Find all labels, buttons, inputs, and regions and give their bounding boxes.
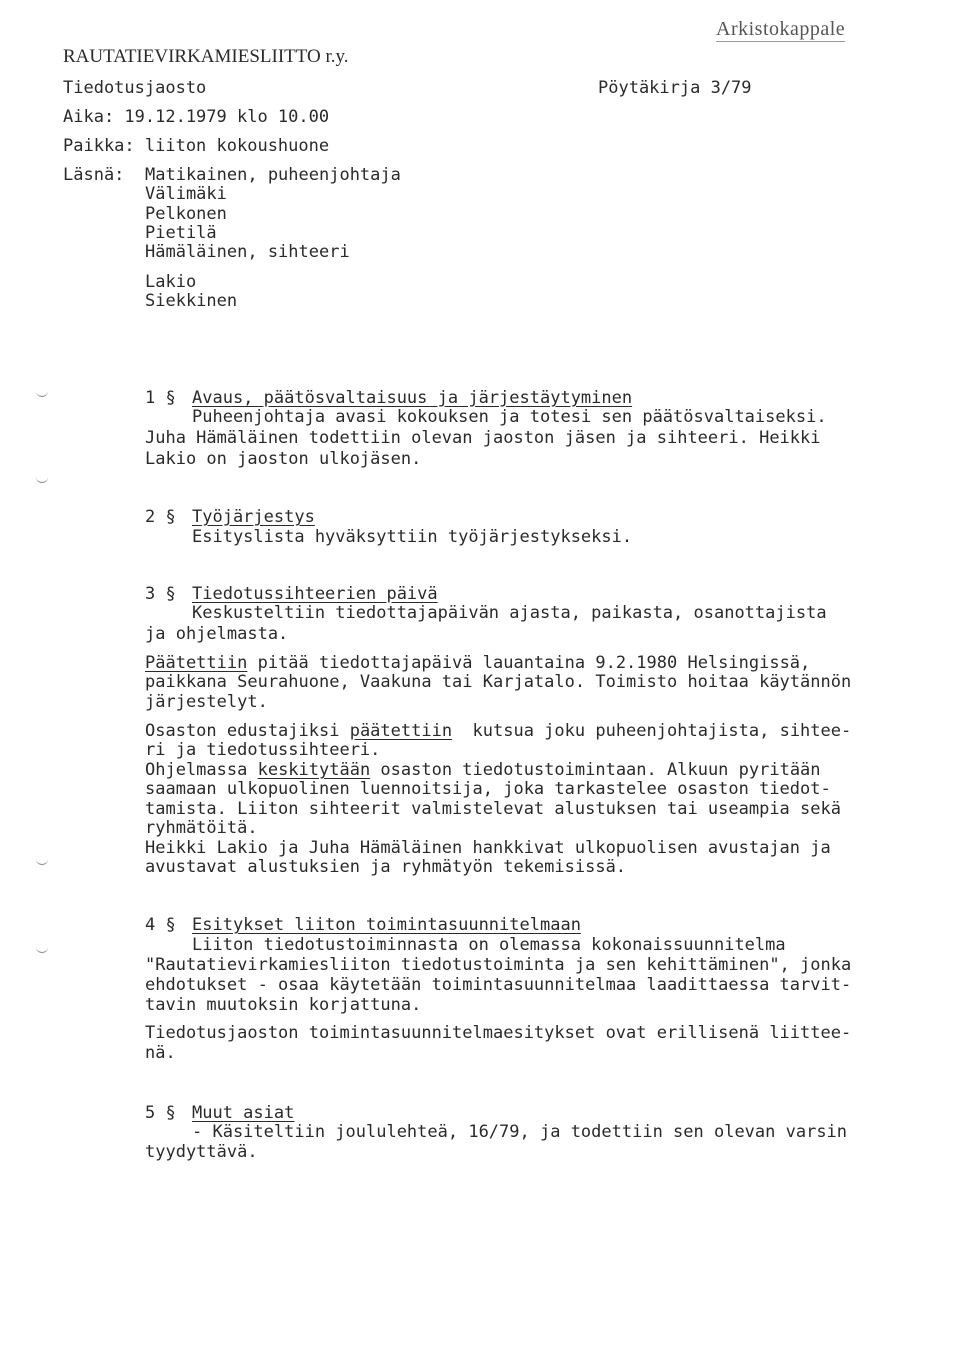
emphasis: päätettiin: [349, 721, 453, 741]
paragraph-line: Keskusteltiin tiedottajapäivän ajasta, paikasta, osanottajista: [192, 603, 827, 623]
attendee: Matikainen, puheenjohtaja: [145, 165, 401, 185]
section-number: 4 §: [145, 915, 176, 935]
meeting-time: Aika: 19.12.1979 klo 10.00: [63, 107, 330, 127]
paragraph-line: nä.: [145, 1043, 176, 1063]
attendee: Lakio: [145, 272, 197, 292]
section-number: 2 §: [145, 507, 176, 527]
document-id: Pöytäkirja 3/79: [598, 78, 752, 98]
attendee: Siekkinen: [145, 291, 238, 311]
paragraph-line: Lakio on jaoston ulkojäsen.: [145, 449, 422, 469]
attendee: Pelkonen: [145, 204, 227, 224]
paragraph-line: Heikki Lakio ja Juha Hämäläinen hankkivat ulkopuolisen avustajan ja: [145, 838, 831, 858]
section-title: Työjärjestys: [192, 507, 315, 527]
paragraph-line: saamaan ulkopuolinen luennoitsija, joka tarkastelee osaston tiedot-: [145, 779, 831, 799]
paragraph-line: Liiton tiedotustoiminnasta on olemassa kokonaissuunnitelma: [192, 935, 786, 955]
paragraph-line: - Käsiteltiin joululehteä, 16/79, ja todettiin sen olevan varsin: [192, 1122, 848, 1142]
paragraph-line: Tiedotusjaoston toimintasuunnitelmaesitykset ovat erillisenä liittee-: [145, 1023, 852, 1043]
paragraph-line: ri ja tiedotussihteeri.: [145, 740, 381, 760]
paragraph-line: tyydyttävä.: [145, 1142, 258, 1162]
paragraph-line: Juha Hämäläinen todettiin olevan jaoston jäsen ja sihteeri. Heikki: [145, 428, 821, 448]
paragraph-line: järjestelyt.: [145, 692, 268, 712]
margin-mark: [36, 944, 48, 953]
margin-mark: [36, 856, 48, 865]
archive-stamp: Arkistokappale: [716, 18, 846, 40]
paragraph-line: avustavat alustuksien ja ryhmätyön tekemisissä.: [145, 857, 627, 877]
emphasis: keskitytään: [257, 760, 371, 780]
paragraph-line: Puheenjohtaja avasi kokouksen ja totesi sen päätösvaltaiseksi.: [192, 407, 827, 427]
attendee: Pietilä: [145, 223, 217, 243]
section-number: 5 §: [145, 1103, 176, 1123]
paragraph-line: Päätettiin pitää tiedottajapäivä lauantaina 9.2.1980 Helsingissä,: [145, 653, 811, 673]
emphasis: Päätettiin: [145, 653, 248, 673]
attendee: Hämäläinen, sihteeri: [145, 242, 350, 262]
section-title: Muut asiat: [192, 1103, 295, 1123]
paragraph-line: "Rautatievirkamiesliiton tiedotustoiminta ja sen kehittäminen", jonka: [145, 955, 852, 975]
paragraph-line: paikkana Seurahuone, Vaakuna tai Karjatalo. Toimisto hoitaa käytännön: [145, 672, 852, 692]
paragraph-line: tavin muutoksin korjattuna.: [145, 995, 422, 1015]
paragraph-line: ryhmätöitä.: [145, 818, 258, 838]
paragraph-line: tamista. Liiton sihteerit valmistelevat alustuksen tai useampia sekä: [145, 799, 841, 819]
paragraph-line: Osaston edustajiksi päätettiin kutsua joku puheenjohtajista, sihtee-: [145, 721, 852, 741]
margin-mark: [36, 474, 48, 483]
present-label: Läsnä:: [63, 165, 125, 185]
section-title: Esitykset liiton toimintasuunnitelmaan: [192, 915, 581, 935]
section-number: 3 §: [145, 584, 176, 604]
paragraph-line: ehdotukset - osaa käytetään toimintasuunnitelmaa laadittaessa tarvit-: [145, 975, 852, 995]
paragraph-line: Esityslista hyväksyttiin työjärjestykseksi.: [192, 527, 633, 547]
section-number: 1 §: [145, 388, 176, 408]
attendee: Välimäki: [145, 184, 227, 204]
section-title: Avaus, päätösvaltaisuus ja järjestäytyminen: [192, 388, 633, 408]
organization-name: RAUTATIEVIRKAMIESLIITTO r.y.: [63, 46, 349, 67]
paragraph-line: Ohjelmassa keskitytään osaston tiedotustoimintaan. Alkuun pyritään: [145, 760, 821, 780]
paragraph-line: ja ohjelmasta.: [145, 624, 289, 644]
margin-mark: [36, 388, 48, 397]
department: Tiedotusjaosto: [63, 78, 207, 98]
section-title: Tiedotussihteerien päivä: [192, 584, 438, 604]
meeting-place: Paikka: liiton kokoushuone: [63, 136, 330, 156]
